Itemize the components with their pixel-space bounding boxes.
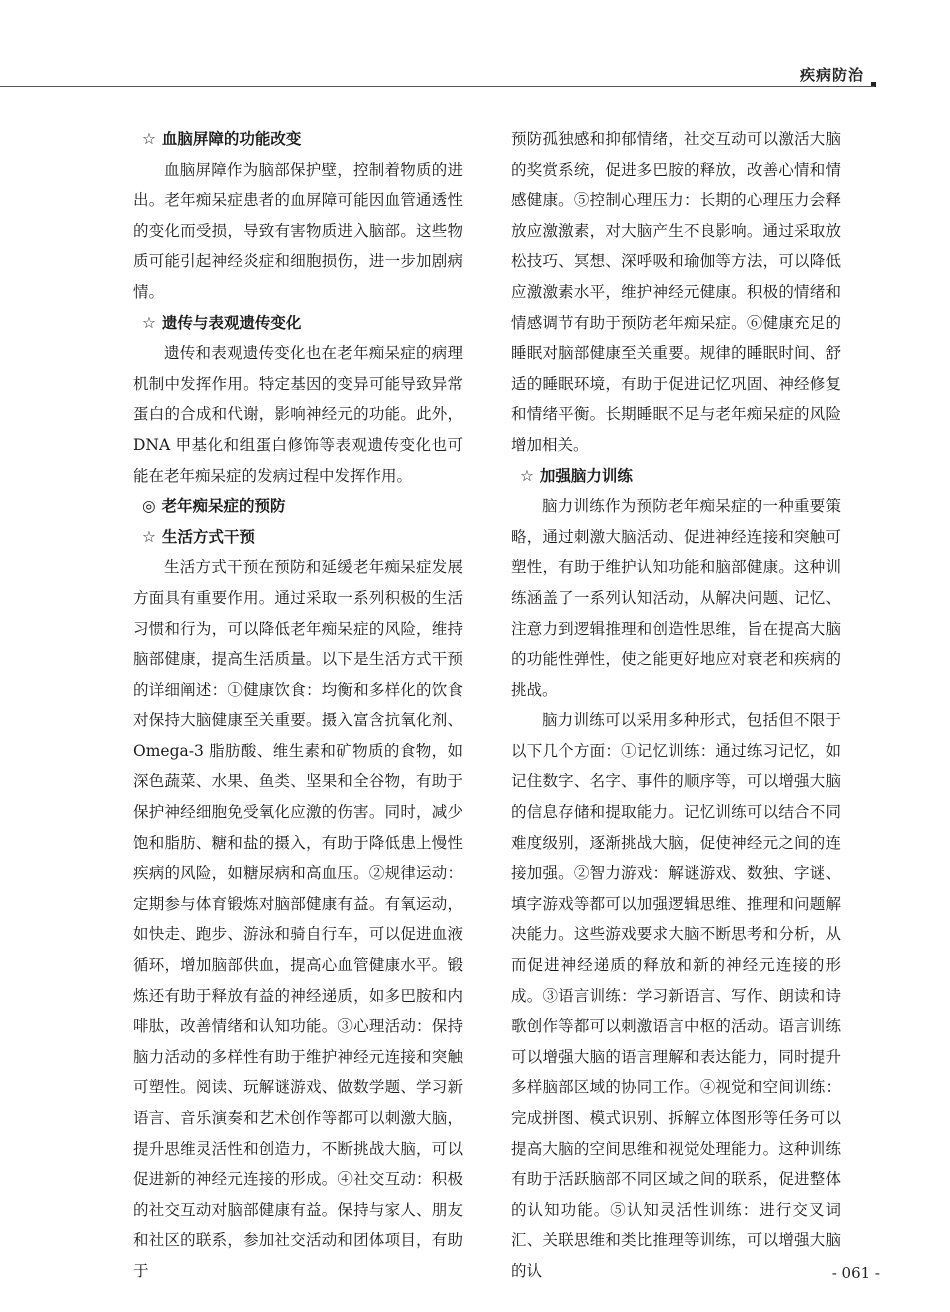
page-number: - 061 -	[831, 1264, 880, 1282]
subheading-text: 生活方式干预	[161, 527, 255, 546]
subheading-text: 血脑屏障的功能改变	[161, 130, 302, 148]
paragraph: 脑力训练作为预防老年痴呆症的一种重要策略，通过刺激大脑活动、促进神经连接和突触可塑性，有助于维护认知功能和脑部健康。这种训练涵盖了一系列认知活动，从解决问题、记忆、注意力到逻辑推理和创造性思维，旨在提高大脑的功能性弹性，使之能更好地应对衰老和疾病的挑战。	[511, 497, 841, 699]
double-circle-icon: ◎	[142, 497, 156, 516]
star-icon: ☆	[142, 527, 156, 546]
paragraph: 血脑屏障作为脑部保护壁，控制着物质的进出。老年痴呆症患者的血屏障可能因血管通透性的变化而受损，导致有害物质进入脑部。这些物质可能引起神经炎症和细胞损伤，进一步加剧病情。	[133, 160, 463, 301]
paragraph-continued: 预防孤独感和抑郁情绪，社交互动可以激活大脑的奖赏系统，促进多巴胺的释放，改善心情和情感健康。⑤控制心理压力：长期的心理压力会释放应激激素，对大脑产生不良影响。通过采取放松技巧、冥想、深呼吸和瑜伽等方法，可以降低应激激素水平，维护神经元健康。积极的情绪和情感调节有助于预防老年痴呆症。⑥健康充足的睡眠对脑部健康至关重要。规律的睡眠时间、舒适的睡眠环境，有助于促进记忆巩固、神经修复和情绪平衡。长期睡眠不足与老年痴呆症的风险增加相关。	[511, 130, 841, 454]
section-heading-text: 老年痴呆症的预防	[161, 497, 286, 516]
subheading	[511, 461, 841, 492]
subheading-text: 遗传与表观遗传变化	[161, 313, 302, 332]
paragraph: 脑力训练可以采用多种形式，包括但不限于以下几个方面：①记忆训练：通过练习记忆，如记住数字、名字、事件的顺序等，可以增强大脑的信息存储和提取能力。记忆训练可以结合不同难度级别，逐渐挑战大脑，促使神经元之间的连接加强。②智力游戏：解谜游戏、数独、字谜、填字游戏等都可以加强逻辑思维、推理和问题解决能力。这些游戏要求大脑不断思考和分析，从而促进神经递质的释放和新的神经元连接的形成。③语言训练：学习新语言、写作、朗读和诗歌创作等都可以刺激语言中枢的活动。语言训练可以增强大脑的语言理解和表达能力，同时提升多样脑部区域的协同工作。④视觉和空间训练：完成拼图、模式识别、拆解立体图形等任务可以提高大脑的空间思维和视觉处理能力。这种训练有助于活跃脑部不同区域之间的联系，促进整体的认知功能。⑤认知灵活性训练：进行交叉词汇、关联思维和类比推理等训练，可以增强大脑的认	[511, 711, 841, 1280]
subheading	[133, 124, 463, 155]
subheading	[133, 308, 463, 339]
star-icon: ☆	[142, 130, 156, 148]
subheading-text: 加强脑力训练	[539, 466, 633, 485]
subheading	[133, 522, 463, 553]
section-heading	[133, 491, 463, 522]
paragraph: 生活方式干预在预防和延缓老年痴呆症发展方面具有重要作用。通过采取一系列积极的生活习惯和行为，可以降低老年痴呆症的风险，维持脑部健康，提高生活质量。以下是生活方式干预的详细阐述：①健康饮食：均衡和多样化的饮食对保持大脑健康至关重要。摄入富含抗氧化剂、Omega-3 脂肪酸、维生素和矿物质的食物，如深色蔬菜、水果、鱼类、坚果和全谷物，有助于保护神经细胞免受氧化应激的伤害。同时，减少饱和脂肪、糖和盐的摄入，有助于降低患上慢性疾病的风险，如糖尿病和高血压。②规律运动：定期参与体育锻炼对脑部健康有益。有氧运动，如快走、跑步、游泳和骑自行车，可以促进血液循环，增加脑部供血，提高心血管健康水平。锻炼还有助于释放有益的神经递质，如多巴胺和内啡肽，改善情绪和认知功能。③心理活动：保持脑力活动的多样性有助于维护神经元连接和突触可塑性。阅读、玩解谜游戏、做数学题、学习新语言、音乐演奏和艺术创作等都可以刺激大脑，提升思维灵活性和创造力，不断挑战大脑，可以促进新的神经元连接的形成。④社交互动：积极的社交互动对脑部健康有益。保持与家人、朋友和社区的联系，参加社交活动和团体项目，有助于	[133, 558, 463, 1280]
left-column	[133, 124, 463, 1287]
header-divider	[0, 86, 875, 87]
right-column	[511, 124, 841, 1287]
star-icon: ☆	[520, 466, 534, 485]
paragraph: 遗传和表观遗传变化也在老年痴呆症的病理机制中发挥作用。特定基因的变异可能导致异常蛋白的合成和代谢，影响神经元的功能。此外，DNA 甲基化和组蛋白修饰等表观遗传变化也可能在老年痴呆症的发病过程中发挥作用。	[133, 344, 463, 485]
section-label: 疾病防治	[799, 66, 864, 84]
star-icon: ☆	[142, 313, 156, 332]
